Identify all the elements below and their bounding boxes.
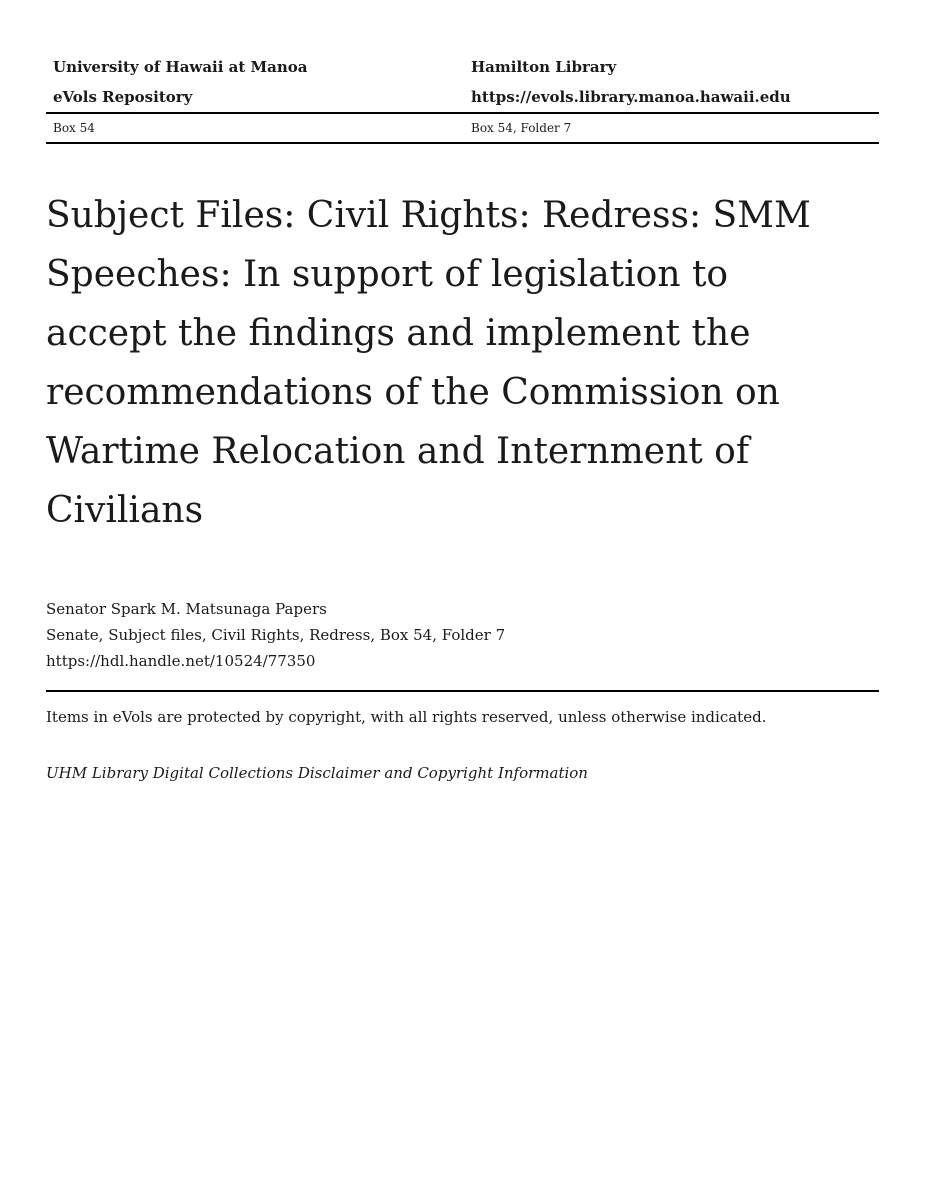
- collection-name: Senator Spark M. Matsunaga Papers: [46, 600, 327, 618]
- box-folder-label: Box 54, Folder 7: [471, 121, 572, 135]
- header-row-3: [46, 114, 879, 142]
- document-title: Subject Files: Civil Rights: Redress: SMM Speeches: In support of legislation to accept the findings and implement the recommendations of the Commission on Wartime Relocation and Internment of Civilians: [46, 195, 811, 531]
- box-label: Box 54: [53, 121, 95, 135]
- header-row-2: [46, 82, 879, 112]
- handle-link[interactable]: https://hdl.handle.net/10524/77350: [46, 652, 316, 670]
- footer-divider: [46, 690, 879, 692]
- repository-url[interactable]: https://evols.library.manoa.hawaii.edu: [471, 88, 791, 106]
- header-row-1: [46, 52, 879, 82]
- institution-name: University of Hawaii at Manoa: [53, 58, 308, 76]
- disclaimer-link[interactable]: UHM Library Digital Collections Disclaimer and Copyright Information: [46, 764, 588, 782]
- header-divider-bottom: [46, 142, 879, 144]
- document-metadata: [46, 596, 879, 674]
- repository-name: eVols Repository: [53, 88, 193, 106]
- library-name: Hamilton Library: [471, 58, 617, 76]
- copyright-notice: Items in eVols are protected by copyright, with all rights reserved, unless otherwise indicated.: [46, 708, 767, 726]
- document-header: [46, 52, 879, 144]
- series-description: Senate, Subject files, Civil Rights, Redress, Box 54, Folder 7: [46, 626, 506, 644]
- document-page: [46, 0, 879, 1200]
